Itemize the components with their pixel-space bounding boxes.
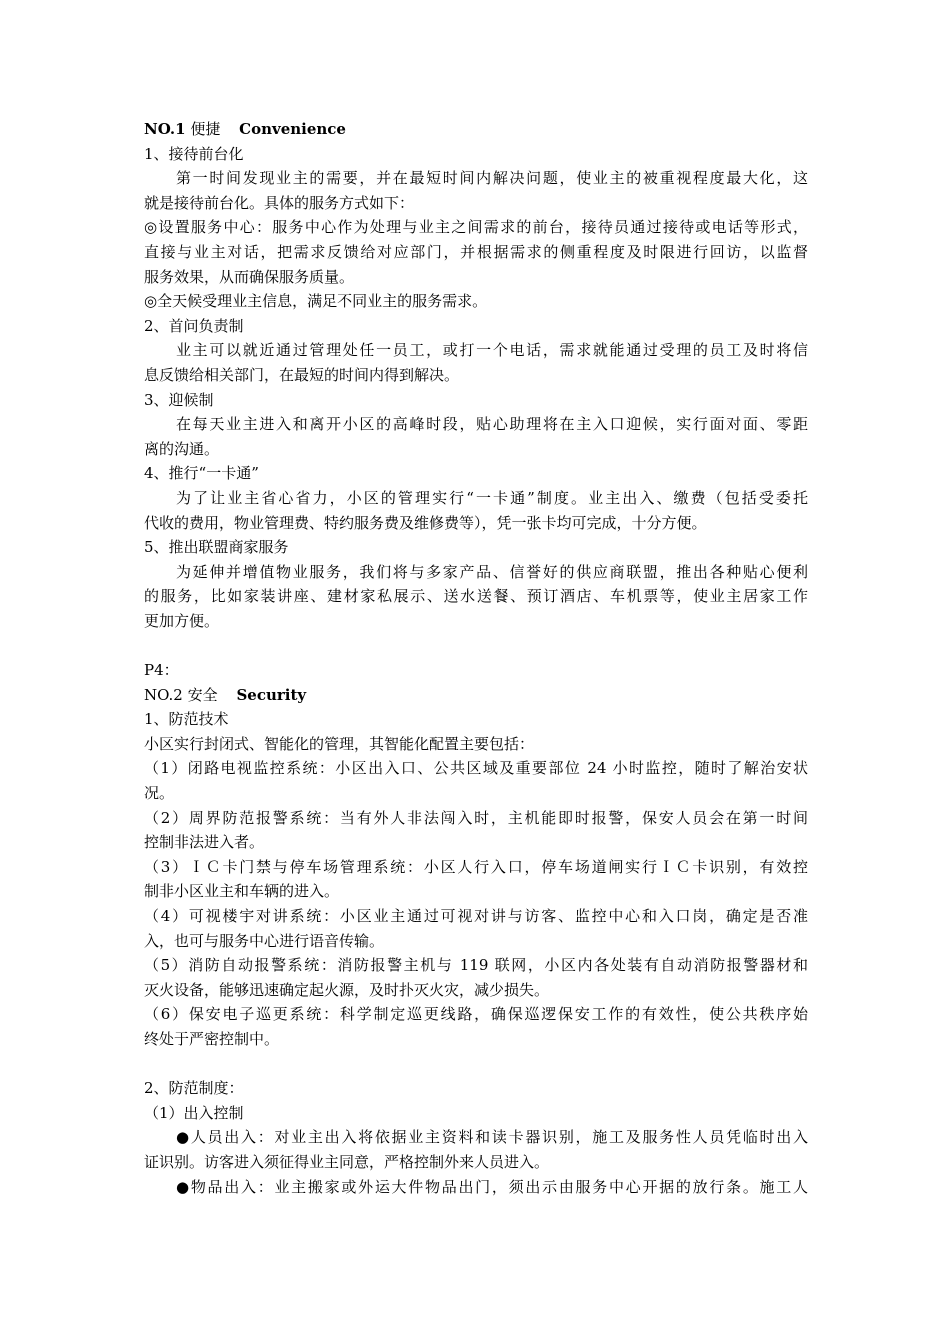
subheading: 1、接待前台化: [144, 144, 244, 163]
section-title-cn: 安全: [187, 685, 218, 704]
paragraph-line: 代收的费用，物业管理费、特约服务费及维修费等），凭一张卡均可完成，十分方便。: [144, 513, 707, 532]
spacer: [144, 1052, 808, 1077]
bullet-line: ●人员出入：对业主出入将依据业主资料和读卡器识别，施工及服务性人员凭临时出入: [176, 1128, 808, 1147]
subheading: 2、防范制度：: [144, 1079, 244, 1098]
list-item-line: 制非小区业主和车辆的进入。: [144, 882, 340, 901]
subheading: （1）出入控制: [144, 1103, 244, 1122]
paragraph-line: ◎设置服务中心：服务中心作为处理与业主之间需求的前台，接待员通过接待或电话等形式，: [144, 218, 808, 237]
list-item-line: 况。: [144, 784, 175, 803]
section-heading-convenience: [144, 117, 808, 142]
bullet-line: 证识别。访客进入须征得业主同意，严格控制外来人员进入。: [144, 1152, 550, 1171]
list-item-line: （3）ＩＣ卡门禁与停车场管理系统：小区人行入口，停车场道闸实行ＩＣ卡识别，有效控: [144, 857, 808, 876]
paragraph-line: 离的沟通。: [144, 439, 220, 458]
paragraph-line: 更加方便。: [144, 611, 220, 630]
list-item-line: （6）保安电子巡更系统：科学制定巡更线路，确保巡逻保安工作的有效性，使公共秩序始: [144, 1005, 808, 1024]
document-body: [144, 117, 808, 1199]
section-heading-security: [144, 683, 808, 708]
list-item-line: 终处于严密控制中。: [144, 1029, 280, 1048]
section-title-cn: 便捷: [190, 120, 221, 138]
list-item-line: 入，也可与服务中心进行语音传输。: [144, 931, 385, 950]
subheading: 5、推出联盟商家服务: [144, 538, 289, 557]
paragraph-line: 就是接待前台化。具体的服务方式如下：: [144, 193, 415, 212]
subheading: 2、首问负责制: [144, 316, 244, 335]
paragraph-line: ◎全天候受理业主信息，满足不同业主的服务需求。: [144, 292, 488, 311]
paragraph-line: 为延伸并增值物业服务，我们将与多家产品、信誉好的供应商联盟，推出各种贴心便利: [176, 562, 808, 581]
spacer: [144, 633, 808, 658]
paragraph-line: 在每天业主进入和离开小区的高峰时段，贴心助理将在主入口迎候，实行面对面、零距: [176, 415, 808, 434]
list-item-line: （5）消防自动报警系统：消防报警主机与 119 联网，小区内各处装有自动消防报警器材和: [144, 956, 808, 975]
paragraph-line: 第一时间发现业主的需要，并在最短时间内解决问题，使业主的被重视程度最大化，这: [176, 169, 808, 188]
subheading: 1、防范技术: [144, 710, 229, 729]
section-title-en: Convenience: [239, 120, 346, 138]
section-number: NO.1: [144, 120, 186, 138]
list-item-line: 控制非法进入者。: [144, 833, 265, 852]
paragraph-line: 服务效果，从而确保服务质量。: [144, 267, 355, 286]
list-item-line: 灭火设备，能够迅速确定起火源，及时扑灭火灾，减少损失。: [144, 980, 550, 999]
paragraph-line: 的服务，比如家装讲座、建材家私展示、送水送餐、预订酒店、车机票等，使业主居家工作: [144, 587, 808, 606]
section-title-en: Security: [236, 685, 307, 704]
list-item-line: （1）闭路电视监控系统：小区出入口、公共区域及重要部位 24 小时监控，随时了解治安状: [144, 759, 808, 778]
paragraph-line: 直接与业主对话，把需求反馈给对应部门，并根据需求的侧重程度及时限进行回访，以监督: [144, 242, 808, 261]
paragraph-line: 为了让业主省心省力，小区的管理实行“一卡通”制度。业主出入、缴费（包括受委托: [176, 488, 808, 507]
list-item-line: （4）可视楼宇对讲系统：小区业主通过可视对讲与访客、监控中心和入口岗，确定是否准: [144, 907, 808, 925]
paragraph-line: 业主可以就近通过管理处任一员工，或打一个电话，需求就能通过受理的员工及时将信: [176, 341, 808, 360]
subheading: 4、推行“一卡通”: [144, 464, 259, 483]
subheading: 3、迎候制: [144, 390, 214, 409]
page-label: P4：: [144, 661, 179, 680]
paragraph-line: 小区实行封闭式、智能化的管理，其智能化配置主要包括：: [144, 734, 535, 753]
bullet-line: ●物品出入：业主搬家或外运大件物品出门，须出示由服务中心开据的放行条。施工人: [176, 1177, 808, 1196]
section-number: NO.2: [144, 685, 183, 704]
list-item-line: （2）周界防范报警系统：当有外人非法闯入时，主机能即时报警，保安人员会在第一时间: [144, 808, 808, 827]
paragraph-line: 息反馈给相关部门，在最短的时间内得到解决。: [144, 365, 460, 384]
